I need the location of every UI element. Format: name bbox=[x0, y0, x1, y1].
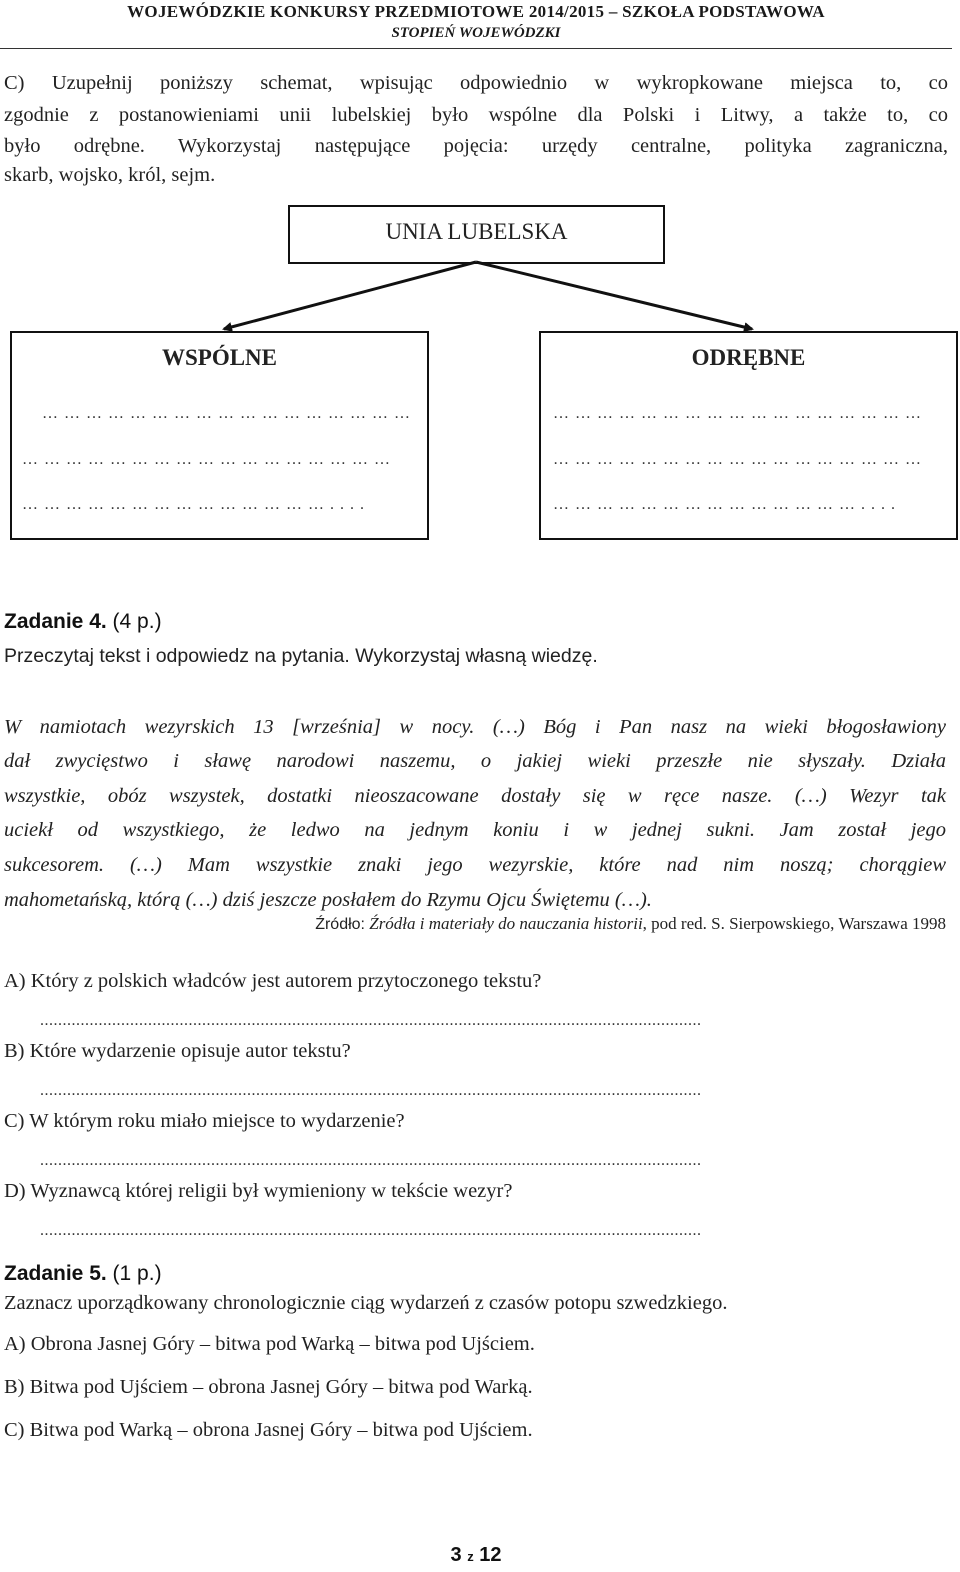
quote-line-2: dał zwycięstwo i sławę narodowi naszemu, o jakiej wieki przeszłe nie słyszały. Działa bbox=[4, 750, 946, 772]
left-box-answer-line-3[interactable]: …………………………………….... bbox=[22, 496, 370, 513]
arrow-to-odrebne bbox=[476, 262, 752, 329]
source-label: Źródło: bbox=[315, 916, 365, 933]
right-box-answer-line-2[interactable]: …………………………………………… bbox=[553, 451, 927, 468]
task5-option-c[interactable]: C) Bitwa pod Warką – obrona Jasnej Góry – bitwa pod Ujściem. bbox=[4, 1419, 533, 1441]
quote-line-1: W namiotach wezyrskich 13 [września] w nocy. (…) Bóg i Pan nasz na wieki błogosławiony bbox=[4, 716, 946, 738]
answer-line-a[interactable]: ................................................................................................................................................... bbox=[40, 1012, 702, 1029]
question-d: D) Wyznawcą której religii był wymieniony w tekście wezyr? bbox=[4, 1180, 513, 1202]
left-box-title: WSPÓLNE bbox=[161, 345, 278, 370]
right-box-title: ODRĘBNE bbox=[691, 345, 806, 370]
diagram-arrows bbox=[0, 0, 960, 345]
page-current: 3 bbox=[450, 1544, 462, 1566]
task5-option-b[interactable]: B) Bitwa pod Ujściem – obrona Jasnej Góry – bitwa pod Warką. bbox=[4, 1376, 533, 1398]
answer-line-d[interactable]: ................................................................................................................................................... bbox=[40, 1222, 702, 1239]
task5-points: (1 p.) bbox=[112, 1262, 162, 1285]
quote-source bbox=[315, 914, 946, 934]
question-b: B) Które wydarzenie opisuje autor tekstu? bbox=[4, 1040, 351, 1062]
task5-instruction: Zaznacz uporządkowany chronologicznie ciąg wydarzeń z czasów potopu szwedzkiego. bbox=[4, 1292, 728, 1314]
quote-line-4: uciekł od wszystkiego, że ledwo na jednym koniu i w jednej sukni. Jam został jego bbox=[4, 819, 946, 841]
source-title: Źródła i materiały do nauczania historii bbox=[369, 914, 643, 933]
question-a: A) Który z polskich władców jest autorem przytoczonego tekstu? bbox=[4, 970, 542, 992]
right-box-answer-line-1[interactable]: …………………………………………… bbox=[553, 405, 927, 422]
task4-heading bbox=[4, 610, 162, 634]
task5-option-a[interactable]: A) Obrona Jasnej Góry – bitwa pod Warką – bitwa pod Ujściem. bbox=[4, 1333, 535, 1355]
answer-line-b[interactable]: ................................................................................................................................................... bbox=[40, 1082, 702, 1099]
page-total: 12 bbox=[479, 1544, 502, 1566]
task3c-line-2: zgodnie z postanowieniami unii lubelskiej było wspólne dla Polski i Litwy, a także to, co bbox=[4, 104, 948, 126]
task3c-line-3: było odrębne. Wykorzystaj następujące pojęcia: urzędy centralne, polityka zagraniczna, bbox=[4, 135, 948, 157]
right-box-answer-line-3[interactable]: …………………………………….... bbox=[553, 496, 901, 513]
task3c-line-1: C) Uzupełnij poniższy schemat, wpisując odpowiednio w wykropkowane miejsca to, co bbox=[4, 72, 948, 94]
quote-line-3: wszystkie, obóz wszystek, dostatki nieoszacowane dostały się w ręce nasze. (…) Wezyr tak bbox=[4, 785, 946, 807]
task4-label: Zadanie 4. bbox=[4, 610, 107, 633]
question-c: C) W którym roku miało miejsce to wydarzenie? bbox=[4, 1110, 405, 1132]
task4-instruction: Przeczytaj tekst i odpowiedz na pytania. Wykorzystaj własną wiedzę. bbox=[4, 645, 598, 667]
arrow-to-wspolne bbox=[224, 262, 476, 329]
left-box-answer-line-2[interactable]: …………………………………………… bbox=[22, 451, 396, 468]
source-details: , pod red. S. Sierpowskiego, Warszawa 1998 bbox=[642, 914, 946, 933]
right-box-odrebne bbox=[539, 331, 958, 540]
page-of: z bbox=[467, 1549, 474, 1564]
left-box-wspolne bbox=[10, 331, 429, 540]
document-header-subtitle: STOPIEŃ WOJEWÓDZKI bbox=[391, 25, 561, 41]
quote-line-5: sukcesorem. (…) Mam wszystkie znaki jego wezyrskie, które nad nim noszą; chorągiew bbox=[4, 854, 946, 876]
document-header-title: WOJEWÓDZKIE KONKURSY PRZEDMIOTOWE 2014/2015 – SZKOŁA PODSTAWOWA bbox=[127, 2, 825, 21]
quote-line-6: mahometańską, którą (…) dziś jeszcze posłałem do Rzymu Ojcu Świętemu (…). bbox=[4, 889, 652, 911]
task4-points: (4 p.) bbox=[112, 610, 162, 633]
task5-heading bbox=[4, 1262, 162, 1286]
page-number bbox=[0, 1544, 952, 1567]
top-box-title: UNIA LUBELSKA bbox=[385, 219, 568, 244]
answer-line-c[interactable]: ................................................................................................................................................... bbox=[40, 1152, 702, 1169]
left-box-answer-line-1[interactable]: …………………………………………… bbox=[42, 405, 416, 422]
task5-label: Zadanie 5. bbox=[4, 1262, 107, 1285]
task3c-line-4: skarb, wojsko, król, sejm. bbox=[4, 164, 216, 186]
